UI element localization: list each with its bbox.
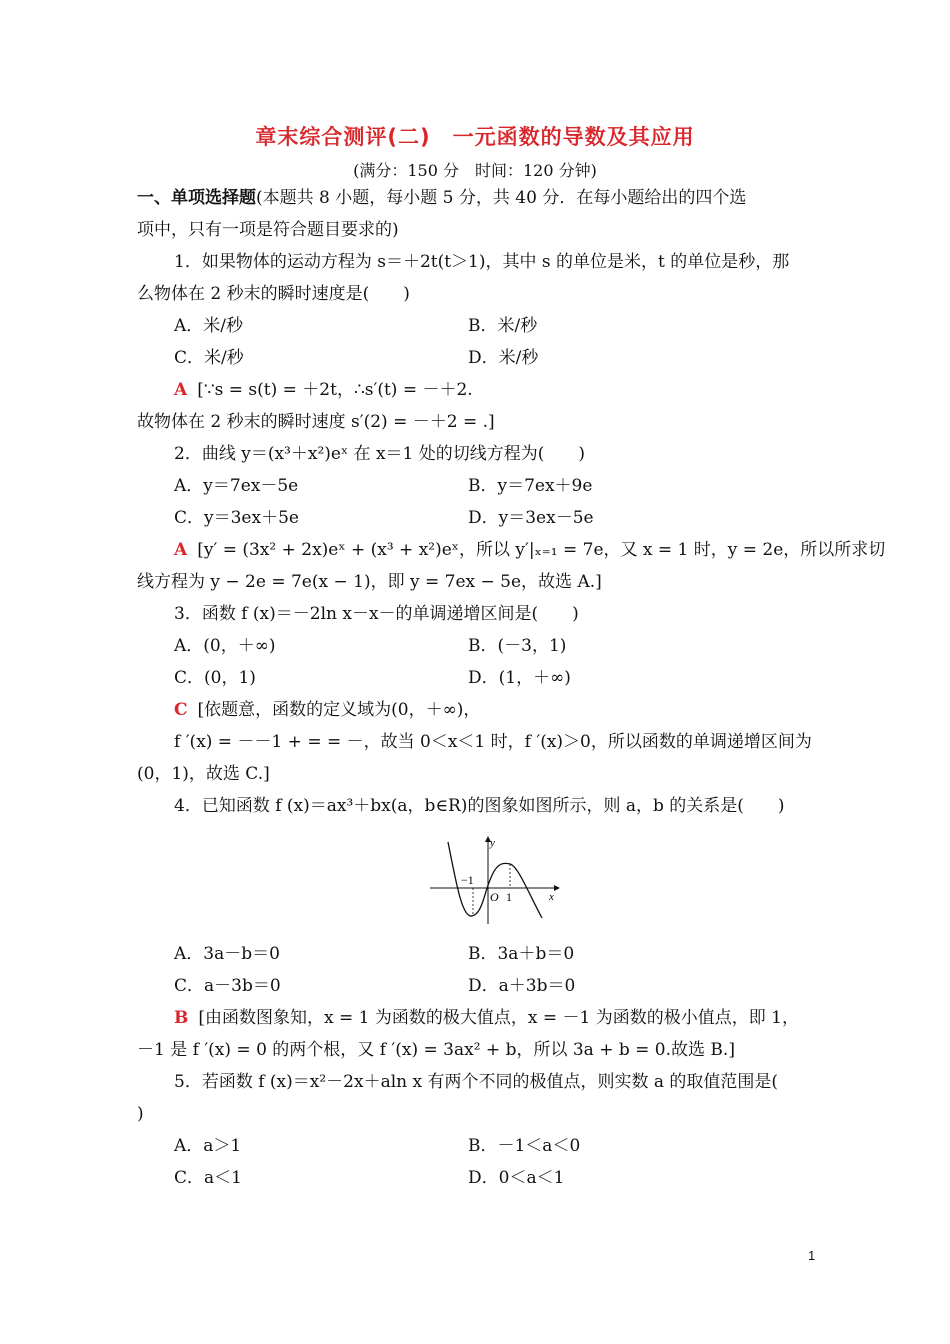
q5-stem: 5．若函数 f (x)＝x²－2x＋aln x 有两个不同的极值点，则实数 a 的取值范围是( — [174, 1072, 779, 1092]
section-intro-text: (本题共 8 小题，每小题 5 分，共 40 分．在每小题给出的四个选 — [256, 188, 747, 208]
section-intro-line-2: 项中，只有一项是符合题目要求的) — [137, 220, 399, 240]
q5-option-c: C．a＜1 — [174, 1168, 242, 1188]
q5-option-d: D．0＜a＜1 — [468, 1168, 565, 1188]
q4-option-c: C．a－3b＝0 — [174, 976, 281, 996]
q4-solution-text: [由函数图象知，x = 1 为函数的极大值点，x = －1 为函数的极小值点，即 1， — [198, 1008, 799, 1028]
q1-stem: 1．如果物体的运动方程为 s＝＋2t(t＞1)，其中 s 的单位是米，t 的单位是秒，那 — [174, 252, 790, 272]
q2-solution — [174, 538, 885, 562]
q3-solution-end: (0，1)，故选 C.] — [137, 764, 270, 784]
q4-function-graph — [428, 832, 560, 924]
q2-option-d: D．y＝3ex－5e — [468, 508, 594, 528]
q4-option-d: D．a＋3b＝0 — [468, 976, 576, 996]
graph-tick-one: 1 — [506, 890, 512, 904]
q3-option-b: B．(－3，1) — [468, 636, 567, 656]
graph-x-label: x — [549, 891, 554, 903]
q1-answer: A — [174, 380, 188, 400]
q2-solution-text: [y′ = (3x² + 2x)eˣ + (x³ + x²)eˣ，所以 y′|ₓ₌₁ = 7e，又 x = 1 时，y = 2e，所以所求切 — [197, 540, 886, 560]
q3-option-a: A．(0，＋∞) — [174, 636, 276, 656]
q1-option-d: D．米/秒 — [468, 348, 539, 368]
q1-solution-text: [∵s = s(t) = ＋2t，∴s′(t) = －＋2. — [197, 380, 473, 400]
q2-stem: 2．曲线 y＝(x³＋x²)eˣ 在 x＝1 处的切线方程为( ) — [174, 444, 586, 464]
graph-origin-label: O — [490, 890, 499, 904]
section-intro-line — [137, 186, 746, 210]
q4-stem: 4．已知函数 f (x)＝ax³＋bx(a，b∈R)的图象如图所示，则 a，b 的关系是( ) — [174, 796, 785, 816]
q2-answer: A — [174, 540, 188, 560]
q3-solution — [174, 698, 480, 722]
q5-option-a: A．a＞1 — [174, 1136, 242, 1156]
q3-option-c: C．(0，1) — [174, 668, 256, 688]
q4-option-a: A．3a－b＝0 — [174, 944, 280, 964]
graph-tick-neg-one: −1 — [461, 873, 474, 887]
q3-stem: 3．函数 f (x)＝－2ln x－x－的单调递增区间是( ) — [174, 604, 579, 624]
page-number: 1 — [808, 1248, 816, 1263]
graph-y-label: y — [490, 837, 495, 849]
q1-solution — [174, 378, 473, 402]
q1-solution-cont: 故物体在 2 秒末的瞬时速度 s′(2) = －＋2 = .] — [137, 412, 495, 432]
q3-option-d: D．(1，＋∞) — [468, 668, 571, 688]
q4-option-b: B．3a＋b＝0 — [468, 944, 575, 964]
q1-option-c: C．米/秒 — [174, 348, 244, 368]
graph-x-arrow — [554, 885, 560, 891]
q1-option-b: B．米/秒 — [468, 316, 538, 336]
page-subtitle: (满分：150 分 时间：120 分钟) — [353, 161, 597, 180]
q1-stem-cont: 么物体在 2 秒末的瞬时速度是( ) — [137, 284, 410, 304]
q3-solution-text: [依题意，函数的定义域为(0，＋∞)， — [197, 700, 481, 720]
q4-answer: B — [174, 1008, 189, 1028]
q3-solution-cont: f ′(x) = －－1 + = = －，故当 0＜x＜1 时，f ′(x)＞0，所以函数的单调递增区间为 — [174, 732, 812, 752]
q4-solution — [174, 1006, 799, 1030]
q3-answer: C — [174, 700, 188, 720]
q2-option-a: A．y＝7ex－5e — [174, 476, 299, 496]
q5-stem-cont: ) — [137, 1104, 144, 1124]
q2-option-b: B．y＝7ex＋9e — [468, 476, 593, 496]
section-heading: 一、单项选择题 — [137, 188, 256, 208]
q4-solution-cont: －1 是 f ′(x) = 0 的两个根，又 f ′(x) = 3ax² + b，所以 3a + b = 0.故选 B.] — [137, 1040, 735, 1060]
page-title: 章末综合测评(二) 一元函数的导数及其应用 — [255, 125, 695, 149]
q2-solution-cont: 线方程为 y − 2e = 7e(x − 1)，即 y = 7ex − 5e，故选 A.] — [137, 572, 602, 592]
q1-option-a: A．米/秒 — [174, 316, 244, 336]
q5-option-b: B．－1＜a＜0 — [468, 1136, 581, 1156]
q2-option-c: C．y＝3ex＋5e — [174, 508, 299, 528]
